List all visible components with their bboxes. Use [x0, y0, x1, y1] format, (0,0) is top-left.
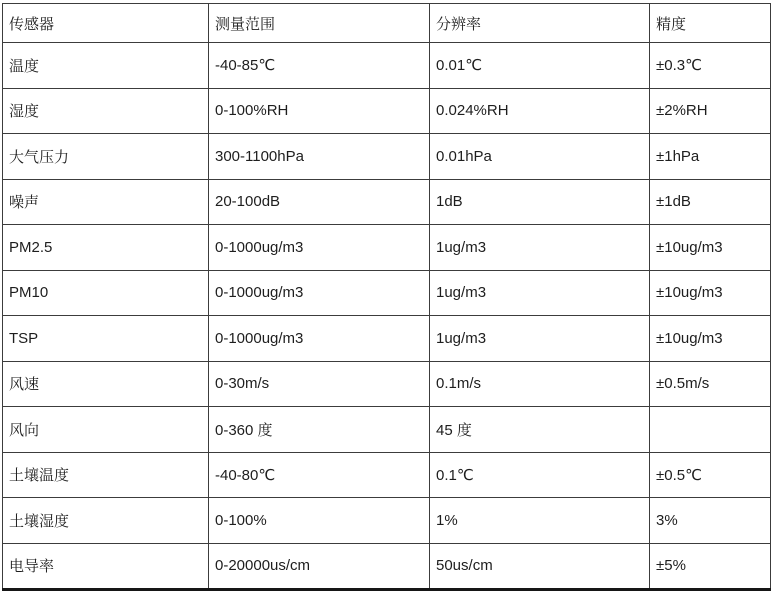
table-cell: 1dB: [430, 179, 650, 225]
sensor-spec-table: [2, 3, 771, 591]
table-cell: ±0.5℃: [650, 452, 771, 498]
table-cell: ±0.5m/s: [650, 361, 771, 407]
column-header-sensor: 传感器: [3, 4, 209, 43]
table-cell: 1%: [430, 498, 650, 544]
column-header-accuracy: 精度: [650, 4, 771, 43]
table-row: [3, 225, 771, 271]
table-cell: PM2.5: [3, 225, 209, 271]
table-cell: 0-1000ug/m3: [209, 225, 430, 271]
table-row: [3, 543, 771, 590]
table-cell: 0.01℃: [430, 43, 650, 89]
table-cell: 1ug/m3: [430, 225, 650, 271]
table-cell: 0-100%RH: [209, 88, 430, 134]
table-cell: 0-30m/s: [209, 361, 430, 407]
table-cell: 0-1000ug/m3: [209, 316, 430, 362]
table-cell: 0.024%RH: [430, 88, 650, 134]
table-row: [3, 361, 771, 407]
table-row: [3, 88, 771, 134]
table-cell: 电导率: [3, 543, 209, 590]
table-cell: 湿度: [3, 88, 209, 134]
column-header-measure-range: 测量范围: [209, 4, 430, 43]
table-cell: 0-20000us/cm: [209, 543, 430, 590]
table-cell: 0-360 度: [209, 407, 430, 453]
table-cell: 300-1100hPa: [209, 134, 430, 180]
table-row: [3, 316, 771, 362]
table-cell: ±10ug/m3: [650, 316, 771, 362]
table-cell: 20-100dB: [209, 179, 430, 225]
table-cell: 0-100%: [209, 498, 430, 544]
table-cell: 风向: [3, 407, 209, 453]
table-cell: 土壤温度: [3, 452, 209, 498]
table-row: [3, 498, 771, 544]
table-cell: 1ug/m3: [430, 270, 650, 316]
table-cell: ±2%RH: [650, 88, 771, 134]
table-header-row: [3, 4, 771, 43]
table-cell: 0-1000ug/m3: [209, 270, 430, 316]
table-cell: ±5%: [650, 543, 771, 590]
table-cell: ±1hPa: [650, 134, 771, 180]
table-cell: 风速: [3, 361, 209, 407]
table-row: [3, 43, 771, 89]
table-cell: 3%: [650, 498, 771, 544]
table-cell: -40-80℃: [209, 452, 430, 498]
table-body: [3, 43, 771, 590]
table-cell: TSP: [3, 316, 209, 362]
table-cell: 温度: [3, 43, 209, 89]
table-cell: 噪声: [3, 179, 209, 225]
table-cell: 0.01hPa: [430, 134, 650, 180]
column-header-resolution: 分辨率: [430, 4, 650, 43]
table-cell: 1ug/m3: [430, 316, 650, 362]
table-cell: ±0.3℃: [650, 43, 771, 89]
table-cell: ±10ug/m3: [650, 225, 771, 271]
table-row: [3, 270, 771, 316]
table-cell: [650, 407, 771, 453]
table-cell: 0.1m/s: [430, 361, 650, 407]
table-row: [3, 452, 771, 498]
table-cell: PM10: [3, 270, 209, 316]
table-cell: ±10ug/m3: [650, 270, 771, 316]
table-row: [3, 407, 771, 453]
table-row: [3, 179, 771, 225]
table-cell: -40-85℃: [209, 43, 430, 89]
table-row: [3, 134, 771, 180]
table-cell: 45 度: [430, 407, 650, 453]
table-cell: 0.1℃: [430, 452, 650, 498]
table-cell: 大气压力: [3, 134, 209, 180]
table-cell: ±1dB: [650, 179, 771, 225]
table-cell: 土壤湿度: [3, 498, 209, 544]
table-cell: 50us/cm: [430, 543, 650, 590]
